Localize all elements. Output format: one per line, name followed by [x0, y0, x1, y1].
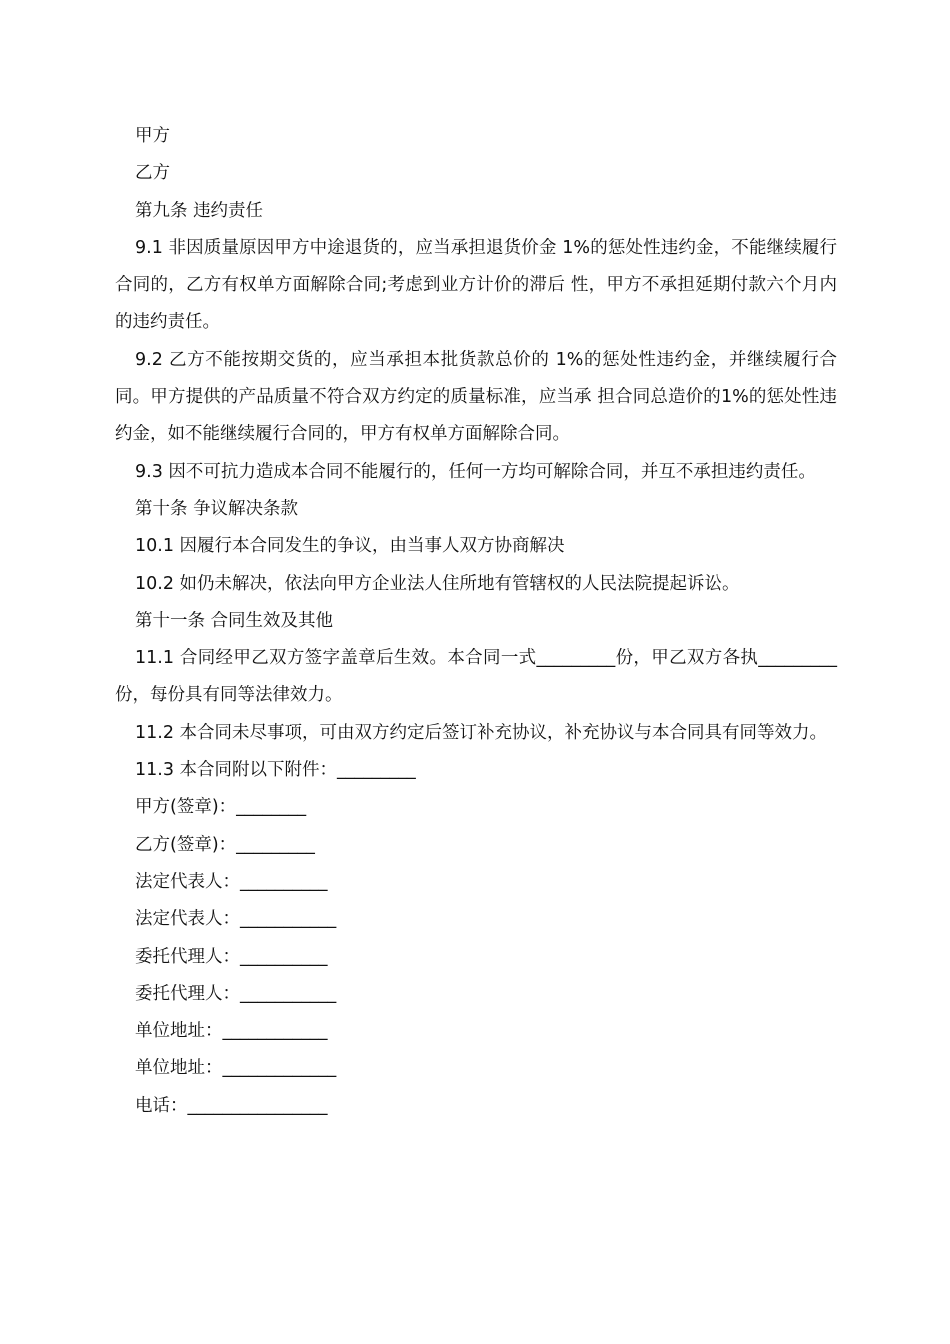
legal-rep-b-line: 法定代表人：___________: [135, 909, 337, 930]
clause-9-2: 9.2 乙方不能按期交货的，应当承担本批货款总价的 1%的惩处性违约金，并继续履行合同。甲方提供的产品质量不符合双方约定的质量标准，应当承 担合同总造价的1%的惩处性违约金，如不能继续履行合同的，甲方有权单方面解除合同。: [115, 349, 837, 445]
agent-a-line: 委托代理人：__________: [135, 946, 328, 967]
contract-body: [115, 118, 837, 1125]
article-11-heading: 第十一条 合同生效及其他: [135, 610, 334, 631]
clause-11-1: 11.1 合同经甲乙双方签字盖章后生效。本合同一式_________份，甲乙双方各执_________份，每份具有同等法律效力。: [115, 648, 837, 706]
article-10-heading: 第十条 争议解决条款: [135, 498, 299, 519]
article-9-heading: 第九条 违约责任: [135, 200, 264, 221]
address-b-line: 单位地址：_____________: [135, 1058, 337, 1079]
clause-10-1: 10.1 因履行本合同发生的争议，由当事人双方协商解决: [135, 536, 565, 557]
clause-10-2: 10.2 如仍未解决，依法向甲方企业法人住所地有管辖权的人民法院提起诉讼。: [135, 573, 740, 594]
clause-9-3: 9.3 因不可抗力造成本合同不能履行的，任何一方均可解除合同，并互不承担违约责任。: [135, 461, 816, 482]
party-b-seal-line: 乙方(签章)：_________: [135, 834, 315, 855]
address-a-line: 单位地址：____________: [135, 1021, 328, 1042]
clause-11-3: 11.3 本合同附以下附件：_________: [135, 760, 416, 781]
agent-b-line: 委托代理人：___________: [135, 983, 337, 1004]
phone-line: 电话：________________: [135, 1095, 328, 1116]
party-a-seal-line: 甲方(签章)：________: [135, 797, 307, 818]
legal-rep-a-line: 法定代表人：__________: [135, 871, 328, 892]
clause-11-2: 11.2 本合同未尽事项，可由双方约定后签订补充协议，补充协议与本合同具有同等效力。: [135, 722, 828, 743]
clause-9-1: 9.1 非因质量原因甲方中途退货的，应当承担退货价金 1%的惩处性违约金，不能继续履行合同的，乙方有权单方面解除合同;考虑到业方计价的滞后 性，甲方不承担延期付款六个月内的违约责任。: [115, 237, 837, 333]
party-b-heading: 乙方: [135, 163, 170, 184]
party-a-heading: 甲方: [135, 126, 170, 146]
